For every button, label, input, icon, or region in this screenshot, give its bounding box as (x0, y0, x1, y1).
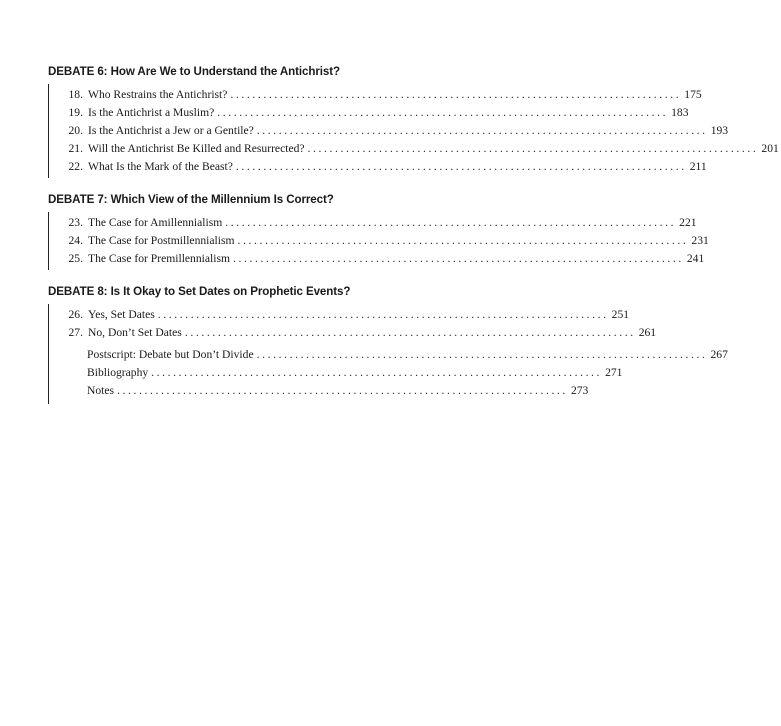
entry-page: 261 (638, 326, 657, 339)
entry-page: 271 (605, 366, 623, 379)
toc-entry[interactable] (49, 250, 705, 268)
toc-entry[interactable] (49, 140, 779, 158)
entry-title: The Case for Postmillennialism (88, 234, 235, 247)
entry-page: 175 (684, 88, 702, 101)
entry-title: Is the Antichrist a Muslim? (88, 106, 215, 119)
entry-title: The Case for Amillennialism (88, 216, 223, 229)
toc-entry[interactable] (49, 86, 702, 104)
entry-number: 19. (68, 106, 83, 119)
section-spacer (48, 270, 408, 282)
leader-dots: .................................................................................. (307, 142, 759, 155)
entry-title: Is the Antichrist a Jew or a Gentile? (88, 124, 254, 137)
section-heading (48, 62, 408, 84)
section-title-text: How Are We to Understand the Antichrist? (110, 65, 340, 78)
back-matter (49, 342, 728, 402)
section-title-text: Is It Okay to Set Dates on Prophetic Events? (110, 285, 351, 298)
leader-dots: .................................................................................. (256, 348, 708, 361)
section-entries (48, 212, 709, 270)
toc-entry[interactable] (49, 158, 707, 176)
entry-page: 273 (570, 384, 589, 397)
entry-number: 24. (68, 234, 83, 247)
section-spacer (48, 178, 408, 190)
entry-page: 241 (686, 252, 705, 265)
table-of-contents (48, 62, 779, 404)
entry-title: Who Restrains the Antichrist? (88, 88, 228, 101)
entry-title: Will the Antichrist Be Killed and Resurrected? (88, 142, 305, 155)
entry-number: 25. (68, 252, 83, 265)
entry-title: Notes (87, 384, 115, 397)
entry-number: 22. (68, 160, 83, 173)
toc-entry[interactable] (49, 382, 589, 400)
entry-title: Yes, Set Dates (88, 308, 155, 321)
leader-dots: .................................................................................. (237, 234, 689, 247)
leader-dots: .................................................................................. (151, 366, 603, 379)
entry-number: 21. (68, 142, 83, 155)
entry-title: Postscript: Debate but Don’t Divide (87, 348, 254, 361)
toc-entry[interactable] (49, 122, 729, 140)
section-prefix: DEBATE 8: (48, 285, 108, 298)
toc-entry[interactable] (49, 306, 630, 324)
leader-dots: .................................................................................. (230, 88, 682, 101)
toc-entry[interactable] (49, 346, 728, 364)
toc-entry[interactable] (49, 324, 657, 342)
leader-dots: .................................................................................. (225, 216, 677, 229)
entry-title: The Case for Premillennialism (88, 252, 230, 265)
toc-entry[interactable] (49, 104, 689, 122)
leader-dots: .................................................................................. (157, 308, 609, 321)
entry-number: 27. (68, 326, 83, 339)
entry-title: No, Don’t Set Dates (88, 326, 182, 339)
entry-page: 201 (761, 142, 779, 155)
entry-page: 193 (710, 124, 729, 137)
entry-title: What Is the Mark of the Beast? (88, 160, 233, 173)
toc-entry[interactable] (49, 364, 623, 382)
entry-number: 26. (68, 308, 83, 321)
entry-number: 18. (68, 88, 83, 101)
entry-page: 183 (671, 106, 689, 119)
entry-number: 20. (68, 124, 83, 137)
leader-dots: .................................................................................. (256, 124, 708, 137)
leader-dots: .................................................................................. (235, 160, 687, 173)
entry-number: 23. (68, 216, 83, 229)
leader-dots: .................................................................................. (184, 326, 636, 339)
entry-page: 221 (679, 216, 697, 229)
leader-dots: .................................................................................. (117, 384, 568, 397)
entry-page: 267 (710, 348, 728, 361)
section-prefix: DEBATE 7: (48, 193, 108, 206)
leader-dots: .................................................................................. (217, 106, 669, 119)
entry-page: 211 (689, 160, 707, 173)
toc-entry[interactable] (49, 232, 709, 250)
entry-title: Bibliography (87, 366, 149, 379)
section-entries (48, 304, 728, 404)
section-heading (48, 282, 408, 304)
section-title-text: Which View of the Millennium Is Correct? (110, 193, 334, 206)
toc-entry[interactable] (49, 214, 697, 232)
entry-page: 251 (611, 308, 630, 321)
section-entries (48, 84, 779, 178)
leader-dots: .................................................................................. (233, 252, 684, 265)
entry-page: 231 (691, 234, 709, 247)
section-prefix: DEBATE 6: (48, 65, 108, 78)
section-heading (48, 190, 408, 212)
